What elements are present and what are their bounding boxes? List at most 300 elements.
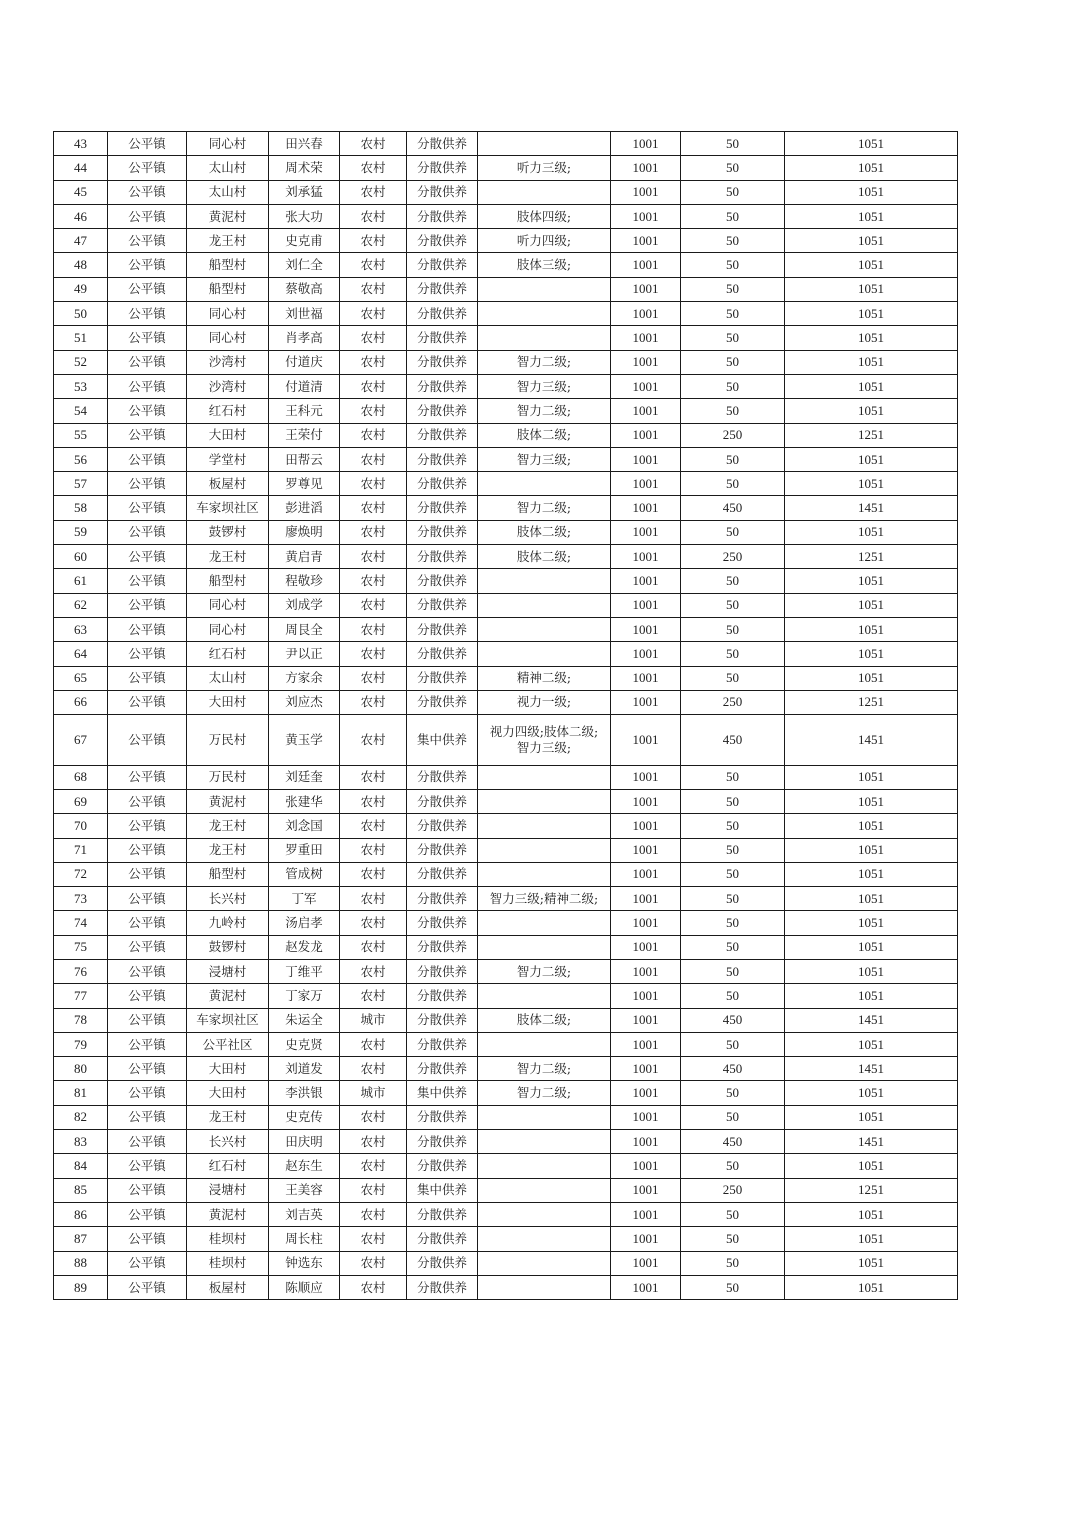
table-row (54, 374, 958, 398)
cell-village: 同心村 (187, 132, 269, 156)
cell-base-amount: 1001 (611, 1008, 681, 1032)
cell-care-subsidy: 50 (681, 350, 785, 374)
cell-household-type: 农村 (340, 326, 407, 350)
cell-township: 公平镇 (108, 472, 187, 496)
cell-household-type: 农村 (340, 765, 407, 789)
cell-household-type: 农村 (340, 984, 407, 1008)
cell-serial-number: 43 (54, 132, 108, 156)
cell-person-name: 丁家万 (269, 984, 340, 1008)
cell-support-mode: 分散供养 (407, 423, 478, 447)
cell-serial-number: 55 (54, 423, 108, 447)
cell-care-subsidy: 50 (681, 960, 785, 984)
cell-person-name: 刘世福 (269, 302, 340, 326)
cell-township: 公平镇 (108, 715, 187, 766)
cell-serial-number: 85 (54, 1178, 108, 1202)
cell-disability-grade (478, 617, 611, 641)
cell-household-type: 农村 (340, 593, 407, 617)
table-row (54, 935, 958, 959)
table-row (54, 156, 958, 180)
cell-village: 黄泥村 (187, 984, 269, 1008)
cell-person-name: 管成树 (269, 862, 340, 886)
table-row (54, 302, 958, 326)
table-row (54, 715, 958, 766)
cell-serial-number: 70 (54, 814, 108, 838)
cell-base-amount: 1001 (611, 960, 681, 984)
table-row (54, 1202, 958, 1226)
cell-household-type: 农村 (340, 690, 407, 714)
cell-base-amount: 1001 (611, 1178, 681, 1202)
table-row (54, 666, 958, 690)
cell-disability-grade: 智力三级; (478, 374, 611, 398)
cell-serial-number: 73 (54, 887, 108, 911)
table-row (54, 399, 958, 423)
cell-village: 红石村 (187, 399, 269, 423)
cell-support-mode: 分散供养 (407, 350, 478, 374)
cell-person-name: 周长柱 (269, 1227, 340, 1251)
cell-base-amount: 1001 (611, 862, 681, 886)
cell-disability-grade (478, 1251, 611, 1275)
cell-serial-number: 59 (54, 520, 108, 544)
table-row (54, 1105, 958, 1129)
cell-disability-grade: 肢体二级; (478, 423, 611, 447)
cell-support-mode: 集中供养 (407, 715, 478, 766)
table-row (54, 838, 958, 862)
cell-support-mode: 分散供养 (407, 960, 478, 984)
cell-disability-grade (478, 1105, 611, 1129)
cell-total-amount: 1051 (785, 302, 958, 326)
cell-village: 鼓锣村 (187, 935, 269, 959)
cell-base-amount: 1001 (611, 447, 681, 471)
cell-base-amount: 1001 (611, 593, 681, 617)
cell-household-type: 农村 (340, 569, 407, 593)
cell-person-name: 黄玉学 (269, 715, 340, 766)
cell-disability-grade (478, 593, 611, 617)
cell-disability-grade: 智力二级; (478, 960, 611, 984)
cell-village: 学堂村 (187, 447, 269, 471)
cell-support-mode: 分散供养 (407, 277, 478, 301)
cell-support-mode: 分散供养 (407, 399, 478, 423)
cell-person-name: 刘廷奎 (269, 765, 340, 789)
table-row (54, 1227, 958, 1251)
table-row (54, 1032, 958, 1056)
cell-support-mode: 分散供养 (407, 204, 478, 228)
cell-disability-grade: 智力三级; (478, 447, 611, 471)
cell-disability-grade: 智力二级; (478, 1081, 611, 1105)
table-row (54, 520, 958, 544)
cell-household-type: 农村 (340, 838, 407, 862)
cell-serial-number: 49 (54, 277, 108, 301)
cell-serial-number: 68 (54, 765, 108, 789)
cell-total-amount: 1451 (785, 1057, 958, 1081)
cell-disability-grade (478, 642, 611, 666)
table-row (54, 593, 958, 617)
cell-total-amount: 1251 (785, 545, 958, 569)
cell-person-name: 刘成学 (269, 593, 340, 617)
cell-total-amount: 1051 (785, 229, 958, 253)
cell-care-subsidy: 50 (681, 520, 785, 544)
cell-care-subsidy: 450 (681, 715, 785, 766)
cell-person-name: 王科元 (269, 399, 340, 423)
cell-care-subsidy: 250 (681, 690, 785, 714)
cell-disability-grade: 智力三级;精神二级; (478, 887, 611, 911)
cell-township: 公平镇 (108, 423, 187, 447)
cell-disability-grade (478, 326, 611, 350)
cell-total-amount: 1251 (785, 423, 958, 447)
cell-township: 公平镇 (108, 1202, 187, 1226)
cell-person-name: 王荣付 (269, 423, 340, 447)
cell-care-subsidy: 50 (681, 326, 785, 350)
cell-base-amount: 1001 (611, 229, 681, 253)
cell-disability-grade (478, 715, 611, 766)
cell-disability-grade (478, 1275, 611, 1299)
cell-base-amount: 1001 (611, 814, 681, 838)
cell-total-amount: 1451 (785, 1130, 958, 1154)
cell-village: 桂坝村 (187, 1227, 269, 1251)
cell-base-amount: 1001 (611, 156, 681, 180)
cell-household-type: 城市 (340, 1008, 407, 1032)
cell-serial-number: 46 (54, 204, 108, 228)
cell-support-mode: 分散供养 (407, 814, 478, 838)
cell-household-type: 农村 (340, 960, 407, 984)
cell-serial-number: 54 (54, 399, 108, 423)
cell-disability-grade: 智力二级; (478, 1057, 611, 1081)
cell-disability-grade (478, 765, 611, 789)
cell-total-amount: 1051 (785, 838, 958, 862)
cell-township: 公平镇 (108, 374, 187, 398)
cell-township: 公平镇 (108, 1057, 187, 1081)
cell-person-name: 陈顺应 (269, 1275, 340, 1299)
cell-township: 公平镇 (108, 887, 187, 911)
cell-household-type: 农村 (340, 666, 407, 690)
cell-village: 桂坝村 (187, 1251, 269, 1275)
cell-person-name: 肖孝高 (269, 326, 340, 350)
cell-care-subsidy: 50 (681, 666, 785, 690)
cell-serial-number: 86 (54, 1202, 108, 1226)
cell-household-type: 农村 (340, 1251, 407, 1275)
cell-township: 公平镇 (108, 277, 187, 301)
cell-person-name: 刘应杰 (269, 690, 340, 714)
cell-village: 太山村 (187, 156, 269, 180)
cell-serial-number: 61 (54, 569, 108, 593)
cell-serial-number: 84 (54, 1154, 108, 1178)
cell-total-amount: 1051 (785, 666, 958, 690)
cell-household-type: 农村 (340, 180, 407, 204)
cell-village: 龙王村 (187, 814, 269, 838)
cell-township: 公平镇 (108, 326, 187, 350)
cell-care-subsidy: 50 (681, 1154, 785, 1178)
cell-care-subsidy: 50 (681, 911, 785, 935)
cell-serial-number: 63 (54, 617, 108, 641)
cell-care-subsidy: 50 (681, 156, 785, 180)
cell-care-subsidy: 50 (681, 935, 785, 959)
cell-support-mode: 分散供养 (407, 253, 478, 277)
cell-support-mode: 分散供养 (407, 642, 478, 666)
cell-disability-grade (478, 277, 611, 301)
cell-disability-grade: 肢体四级; (478, 204, 611, 228)
cell-village: 万民村 (187, 715, 269, 766)
cell-total-amount: 1051 (785, 1081, 958, 1105)
cell-care-subsidy: 450 (681, 1057, 785, 1081)
cell-township: 公平镇 (108, 1178, 187, 1202)
cell-serial-number: 69 (54, 789, 108, 813)
cell-person-name: 李洪银 (269, 1081, 340, 1105)
cell-serial-number: 58 (54, 496, 108, 520)
cell-total-amount: 1051 (785, 132, 958, 156)
cell-disability-grade: 听力四级; (478, 229, 611, 253)
cell-base-amount: 1001 (611, 838, 681, 862)
cell-serial-number: 62 (54, 593, 108, 617)
cell-township: 公平镇 (108, 617, 187, 641)
cell-base-amount: 1001 (611, 1227, 681, 1251)
cell-disability-grade (478, 1178, 611, 1202)
cell-person-name: 罗重田 (269, 838, 340, 862)
cell-household-type: 农村 (340, 472, 407, 496)
cell-base-amount: 1001 (611, 911, 681, 935)
cell-serial-number: 50 (54, 302, 108, 326)
cell-disability-grade: 精神二级; (478, 666, 611, 690)
cell-support-mode: 分散供养 (407, 935, 478, 959)
cell-person-name: 付道清 (269, 374, 340, 398)
cell-care-subsidy: 250 (681, 545, 785, 569)
cell-serial-number: 82 (54, 1105, 108, 1129)
cell-township: 公平镇 (108, 350, 187, 374)
table-body (54, 132, 958, 1300)
cell-serial-number: 80 (54, 1057, 108, 1081)
cell-township: 公平镇 (108, 690, 187, 714)
cell-household-type: 城市 (340, 1081, 407, 1105)
cell-village: 同心村 (187, 302, 269, 326)
cell-total-amount: 1051 (785, 1032, 958, 1056)
cell-care-subsidy: 250 (681, 423, 785, 447)
cell-township: 公平镇 (108, 302, 187, 326)
table-row (54, 1154, 958, 1178)
cell-total-amount: 1051 (785, 935, 958, 959)
cell-township: 公平镇 (108, 1032, 187, 1056)
cell-serial-number: 83 (54, 1130, 108, 1154)
table-row (54, 1057, 958, 1081)
cell-total-amount: 1051 (785, 814, 958, 838)
cell-support-mode: 分散供养 (407, 862, 478, 886)
cell-serial-number: 57 (54, 472, 108, 496)
cell-village: 长兴村 (187, 887, 269, 911)
cell-base-amount: 1001 (611, 935, 681, 959)
cell-person-name: 赵发龙 (269, 935, 340, 959)
cell-base-amount: 1001 (611, 1081, 681, 1105)
table-row (54, 447, 958, 471)
table-row (54, 765, 958, 789)
cell-total-amount: 1051 (785, 1105, 958, 1129)
cell-total-amount: 1051 (785, 862, 958, 886)
cell-total-amount: 1051 (785, 960, 958, 984)
cell-disability-grade (478, 1202, 611, 1226)
cell-person-name: 史克贤 (269, 1032, 340, 1056)
cell-township: 公平镇 (108, 545, 187, 569)
cell-township: 公平镇 (108, 520, 187, 544)
cell-disability-grade: 智力二级; (478, 496, 611, 520)
cell-total-amount: 1051 (785, 642, 958, 666)
cell-township: 公平镇 (108, 447, 187, 471)
cell-care-subsidy: 50 (681, 180, 785, 204)
cell-township: 公平镇 (108, 1008, 187, 1032)
cell-person-name: 王美容 (269, 1178, 340, 1202)
cell-total-amount: 1051 (785, 374, 958, 398)
cell-township: 公平镇 (108, 204, 187, 228)
cell-household-type: 农村 (340, 447, 407, 471)
cell-disability-grade (478, 862, 611, 886)
cell-township: 公平镇 (108, 1081, 187, 1105)
cell-support-mode: 分散供养 (407, 1275, 478, 1299)
cell-total-amount: 1051 (785, 984, 958, 1008)
cell-person-name: 刘念国 (269, 814, 340, 838)
cell-township: 公平镇 (108, 399, 187, 423)
cell-person-name: 彭进滔 (269, 496, 340, 520)
cell-serial-number: 74 (54, 911, 108, 935)
cell-base-amount: 1001 (611, 1057, 681, 1081)
cell-township: 公平镇 (108, 789, 187, 813)
cell-village: 船型村 (187, 862, 269, 886)
cell-disability-grade: 智力二级; (478, 399, 611, 423)
cell-serial-number: 71 (54, 838, 108, 862)
cell-township: 公平镇 (108, 765, 187, 789)
cell-base-amount: 1001 (611, 132, 681, 156)
cell-household-type: 农村 (340, 862, 407, 886)
cell-household-type: 农村 (340, 715, 407, 766)
cell-support-mode: 分散供养 (407, 496, 478, 520)
cell-household-type: 农村 (340, 617, 407, 641)
cell-serial-number: 45 (54, 180, 108, 204)
cell-person-name: 付道庆 (269, 350, 340, 374)
cell-support-mode: 分散供养 (407, 1202, 478, 1226)
cell-village: 沙湾村 (187, 374, 269, 398)
cell-base-amount: 1001 (611, 789, 681, 813)
cell-person-name: 张建华 (269, 789, 340, 813)
table-row (54, 132, 958, 156)
cell-serial-number: 81 (54, 1081, 108, 1105)
cell-township: 公平镇 (108, 814, 187, 838)
cell-support-mode: 分散供养 (407, 1008, 478, 1032)
table-row (54, 229, 958, 253)
cell-village: 公平社区 (187, 1032, 269, 1056)
cell-disability-grade (478, 814, 611, 838)
cell-household-type: 农村 (340, 935, 407, 959)
cell-village: 红石村 (187, 1154, 269, 1178)
table-row (54, 472, 958, 496)
cell-person-name: 罗尊见 (269, 472, 340, 496)
table-row (54, 496, 958, 520)
cell-village: 船型村 (187, 253, 269, 277)
cell-total-amount: 1051 (785, 180, 958, 204)
cell-base-amount: 1001 (611, 765, 681, 789)
cell-village: 同心村 (187, 593, 269, 617)
cell-serial-number: 89 (54, 1275, 108, 1299)
cell-person-name: 刘仁全 (269, 253, 340, 277)
cell-household-type: 农村 (340, 1202, 407, 1226)
cell-township: 公平镇 (108, 156, 187, 180)
cell-disability-grade (478, 302, 611, 326)
cell-support-mode: 分散供养 (407, 1057, 478, 1081)
cell-person-name: 周艮全 (269, 617, 340, 641)
cell-base-amount: 1001 (611, 180, 681, 204)
cell-total-amount: 1051 (785, 520, 958, 544)
cell-township: 公平镇 (108, 935, 187, 959)
cell-disability-grade (478, 1154, 611, 1178)
cell-serial-number: 56 (54, 447, 108, 471)
cell-support-mode: 分散供养 (407, 1130, 478, 1154)
cell-total-amount: 1051 (785, 765, 958, 789)
cell-support-mode: 分散供养 (407, 765, 478, 789)
cell-total-amount: 1051 (785, 1251, 958, 1275)
cell-support-mode: 分散供养 (407, 690, 478, 714)
cell-support-mode: 分散供养 (407, 593, 478, 617)
cell-total-amount: 1251 (785, 1178, 958, 1202)
cell-township: 公平镇 (108, 666, 187, 690)
cell-household-type: 农村 (340, 496, 407, 520)
cell-support-mode: 分散供养 (407, 1032, 478, 1056)
cell-support-mode: 分散供养 (407, 545, 478, 569)
cell-disability-grade (478, 984, 611, 1008)
cell-support-mode: 分散供养 (407, 617, 478, 641)
cell-support-mode: 集中供养 (407, 1178, 478, 1202)
table-row (54, 204, 958, 228)
cell-total-amount: 1051 (785, 326, 958, 350)
cell-township: 公平镇 (108, 911, 187, 935)
cell-household-type: 农村 (340, 1275, 407, 1299)
cell-village: 板屋村 (187, 472, 269, 496)
cell-village: 太山村 (187, 180, 269, 204)
cell-household-type: 农村 (340, 350, 407, 374)
cell-township: 公平镇 (108, 253, 187, 277)
cell-township: 公平镇 (108, 960, 187, 984)
cell-disability-grade (478, 1032, 611, 1056)
cell-support-mode: 分散供养 (407, 666, 478, 690)
cell-base-amount: 1001 (611, 472, 681, 496)
cell-base-amount: 1001 (611, 1202, 681, 1226)
cell-serial-number: 88 (54, 1251, 108, 1275)
cell-serial-number: 77 (54, 984, 108, 1008)
cell-base-amount: 1001 (611, 1154, 681, 1178)
cell-disability-grade: 肢体二级; (478, 1008, 611, 1032)
table-row (54, 326, 958, 350)
cell-care-subsidy: 50 (681, 302, 785, 326)
cell-village: 黄泥村 (187, 789, 269, 813)
cell-household-type: 农村 (340, 423, 407, 447)
cell-serial-number: 47 (54, 229, 108, 253)
cell-base-amount: 1001 (611, 617, 681, 641)
table-row (54, 277, 958, 301)
table-row (54, 1130, 958, 1154)
cell-care-subsidy: 50 (681, 1275, 785, 1299)
cell-serial-number: 75 (54, 935, 108, 959)
cell-care-subsidy: 50 (681, 1081, 785, 1105)
cell-serial-number: 65 (54, 666, 108, 690)
cell-total-amount: 1051 (785, 1275, 958, 1299)
cell-total-amount: 1051 (785, 472, 958, 496)
cell-support-mode: 分散供养 (407, 789, 478, 813)
cell-disability-grade (478, 935, 611, 959)
cell-care-subsidy: 50 (681, 569, 785, 593)
cell-household-type: 农村 (340, 399, 407, 423)
cell-base-amount: 1001 (611, 204, 681, 228)
cell-village: 大田村 (187, 1081, 269, 1105)
cell-serial-number: 72 (54, 862, 108, 886)
cell-person-name: 田兴春 (269, 132, 340, 156)
cell-serial-number: 44 (54, 156, 108, 180)
cell-support-mode: 分散供养 (407, 1154, 478, 1178)
cell-disability-grade (478, 1227, 611, 1251)
cell-total-amount: 1051 (785, 887, 958, 911)
table-row (54, 814, 958, 838)
cell-household-type: 农村 (340, 814, 407, 838)
